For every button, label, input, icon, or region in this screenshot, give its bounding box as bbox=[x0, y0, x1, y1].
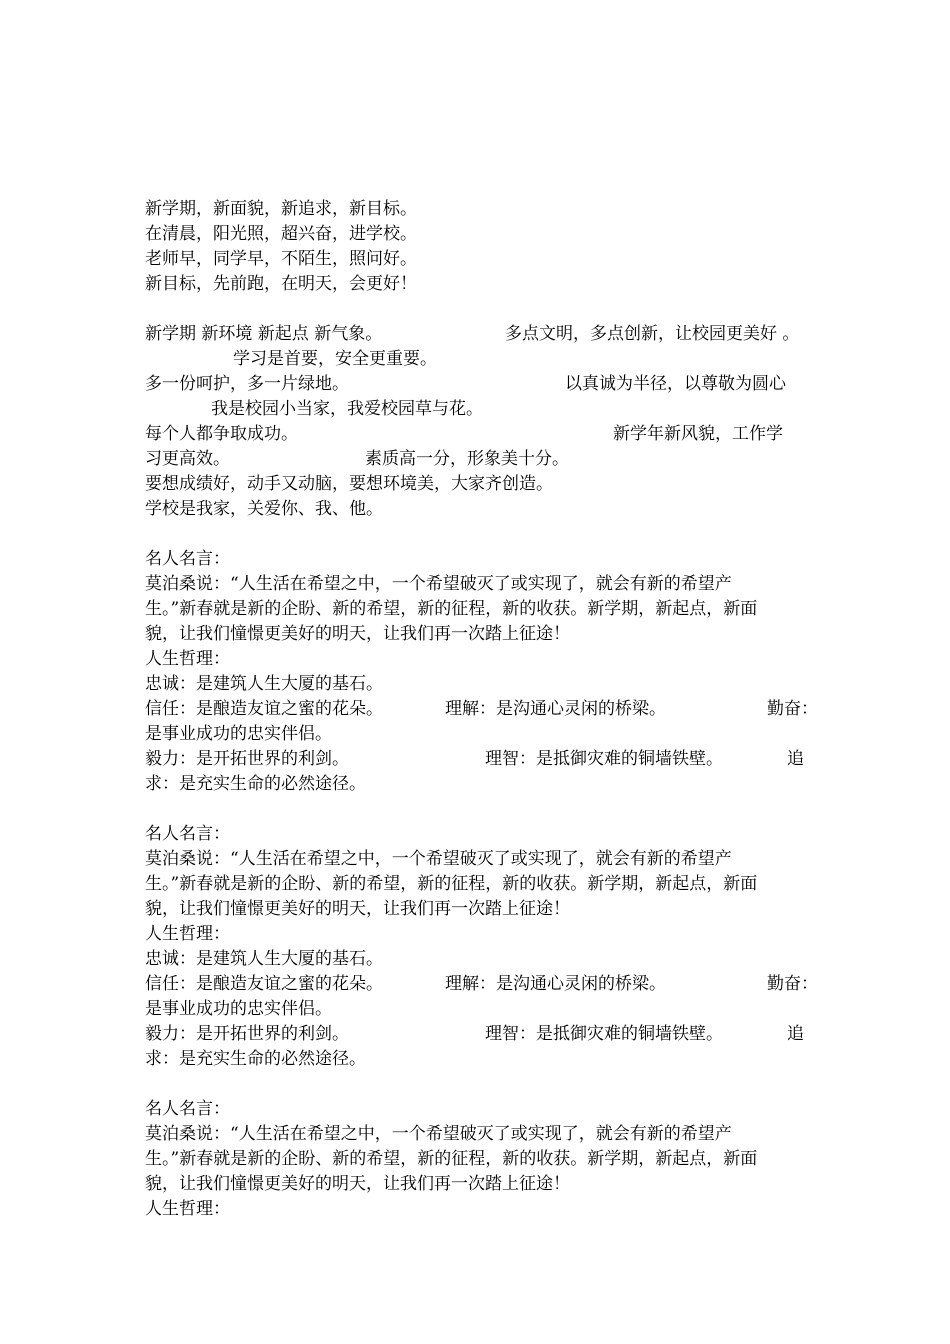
philosophy-line: 是事业成功的忠实伴侣。 bbox=[145, 724, 332, 744]
philosophy-line: 求：是充实生命的必然途径。 bbox=[145, 774, 366, 794]
poem-line: 新学期，新面貌，新追求，新目标。 bbox=[145, 199, 417, 219]
blank-line bbox=[145, 797, 825, 822]
philosophy-line: 是事业成功的忠实伴侣。 bbox=[145, 999, 332, 1019]
philosophy-text: 勤奋： bbox=[767, 699, 818, 719]
philosophy-text: 理解：是沟通心灵闲的桥梁。 bbox=[445, 699, 666, 719]
quote-line: 生。”新春就是新的企盼、新的希望，新的征程，新的收获。新学期，新起点，新面 bbox=[145, 599, 758, 619]
quote-line: 貌，让我们憧憬更美好的明天，让我们再一次踏上征途！ bbox=[145, 624, 570, 644]
philosophy-line bbox=[145, 747, 825, 772]
slogan-text: 多一份呵护，多一片绿地。 bbox=[145, 374, 349, 394]
quote-line: 貌，让我们憧憬更美好的明天，让我们再一次踏上征途！ bbox=[145, 1174, 570, 1194]
philosophy-text: 信任：是酿造友谊之蜜的花朵。 bbox=[145, 974, 383, 994]
slogan-text: 习更高效。 bbox=[145, 449, 230, 469]
philosophy-line: 求：是充实生命的必然途径。 bbox=[145, 1049, 366, 1069]
slogan-line bbox=[145, 447, 825, 472]
section-heading: 名人名言： bbox=[145, 549, 230, 569]
quote-line: 貌，让我们憧憬更美好的明天，让我们再一次踏上征途！ bbox=[145, 899, 570, 919]
poem-line: 新目标，先前跑，在明天，会更好！ bbox=[145, 274, 417, 294]
blank-line bbox=[145, 522, 825, 547]
poem-line: 在清晨，阳光照，超兴奋，进学校。 bbox=[145, 224, 417, 244]
blank-line bbox=[145, 297, 825, 322]
quote-line: 莫泊桑说：“人生活在希望之中，一个希望破灭了或实现了，就会有新的希望产 bbox=[145, 574, 732, 594]
philosophy-text: 追 bbox=[787, 749, 804, 769]
slogan-text: 每个人都争取成功。 bbox=[145, 424, 298, 444]
philosophy-text: 理智：是抵御灾难的铜墙铁壁。 bbox=[485, 749, 723, 769]
slogan-line bbox=[145, 372, 825, 397]
philosophy-line: 忠诚：是建筑人生大厦的基石。 bbox=[145, 674, 383, 694]
philosophy-line bbox=[145, 1022, 825, 1047]
philosophy-line bbox=[145, 972, 825, 997]
document-page bbox=[145, 197, 825, 1222]
slogan-line bbox=[145, 397, 825, 422]
section-heading: 人生哲理： bbox=[145, 1199, 230, 1219]
philosophy-text: 追 bbox=[787, 1024, 804, 1044]
section-heading: 名人名言： bbox=[145, 1099, 230, 1119]
section-heading: 名人名言： bbox=[145, 824, 230, 844]
quote-line: 莫泊桑说：“人生活在希望之中，一个希望破灭了或实现了，就会有新的希望产 bbox=[145, 849, 732, 869]
slogan-text: 素质高一分，形象美十分。 bbox=[365, 449, 569, 469]
slogan-line bbox=[145, 347, 825, 372]
slogan-text: 新学年新风貌，工作学 bbox=[613, 424, 783, 444]
philosophy-line: 忠诚：是建筑人生大厦的基石。 bbox=[145, 949, 383, 969]
philosophy-text: 勤奋： bbox=[767, 974, 818, 994]
slogan-text: 多点文明，多点创新，让校园更美好 。 bbox=[505, 324, 800, 344]
philosophy-text: 毅力：是开拓世界的利剑。 bbox=[145, 1024, 349, 1044]
slogan-line: 学校是我家，关爱你、我、他。 bbox=[145, 499, 383, 519]
slogan-text: 学习是首要，安全更重要。 bbox=[233, 349, 437, 369]
slogan-line bbox=[145, 322, 825, 347]
quote-line: 莫泊桑说：“人生活在希望之中，一个希望破灭了或实现了，就会有新的希望产 bbox=[145, 1124, 732, 1144]
philosophy-text: 毅力：是开拓世界的利剑。 bbox=[145, 749, 349, 769]
slogan-text: 我是校园小当家，我爱校园草与花。 bbox=[211, 399, 483, 419]
slogan-line bbox=[145, 422, 825, 447]
philosophy-line bbox=[145, 697, 825, 722]
section-heading: 人生哲理： bbox=[145, 924, 230, 944]
slogan-text: 以真诚为半径，以尊敬为圆心 bbox=[565, 374, 786, 394]
section-heading: 人生哲理： bbox=[145, 649, 230, 669]
philosophy-text: 理解：是沟通心灵闲的桥梁。 bbox=[445, 974, 666, 994]
slogan-text: 新学期 新环境 新起点 新气象。 bbox=[145, 324, 383, 344]
slogan-line: 要想成绩好，动手又动脑，要想环境美，大家齐创造。 bbox=[145, 474, 553, 494]
quote-line: 生。”新春就是新的企盼、新的希望，新的征程，新的收获。新学期，新起点，新面 bbox=[145, 1149, 758, 1169]
philosophy-text: 理智：是抵御灾难的铜墙铁壁。 bbox=[485, 1024, 723, 1044]
philosophy-text: 信任：是酿造友谊之蜜的花朵。 bbox=[145, 699, 383, 719]
poem-line: 老师早，同学早，不陌生，照问好。 bbox=[145, 249, 417, 269]
blank-line bbox=[145, 1072, 825, 1097]
quote-line: 生。”新春就是新的企盼、新的希望，新的征程，新的收获。新学期，新起点，新面 bbox=[145, 874, 758, 894]
